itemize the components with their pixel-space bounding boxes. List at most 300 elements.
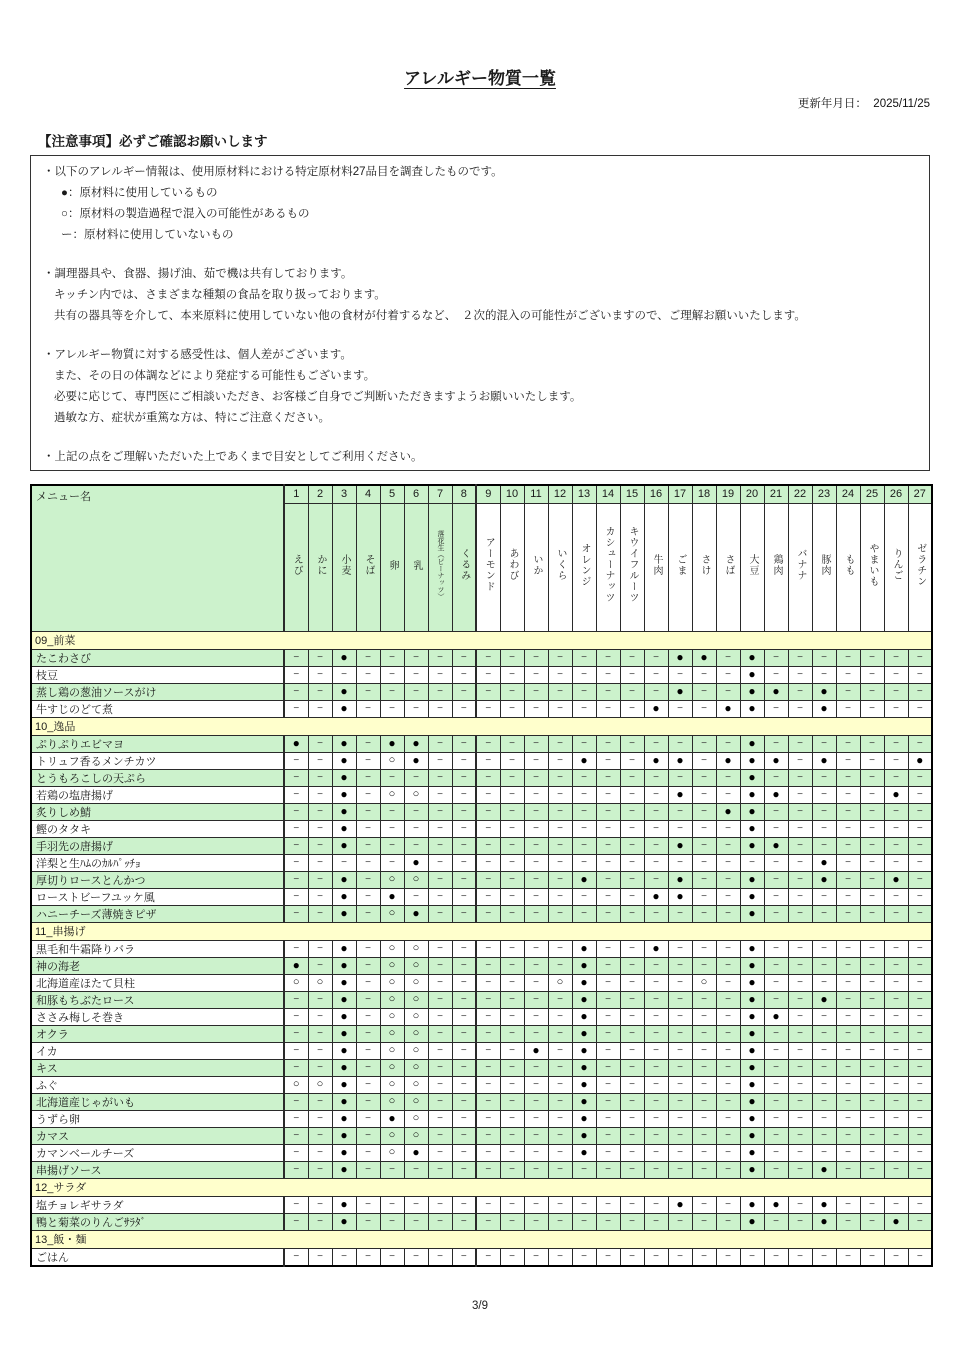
mark-cell: − (284, 888, 308, 905)
mark-cell: − (716, 871, 740, 888)
mark-cell: − (788, 974, 812, 991)
mark-cell: − (572, 803, 596, 820)
mark-cell: − (500, 1213, 524, 1230)
mark-cell: ○ (380, 752, 404, 769)
mark-cell: ○ (404, 871, 428, 888)
mark-cell: − (596, 905, 620, 922)
col-name-cell: そば (356, 503, 380, 631)
mark-cell: − (812, 837, 836, 854)
mark-cell: − (764, 735, 788, 752)
mark-cell: − (908, 786, 932, 803)
mark-cell: − (668, 820, 692, 837)
mark-cell: − (308, 1042, 332, 1059)
mark-cell: − (644, 1008, 668, 1025)
mark-cell: ● (740, 700, 764, 717)
mark-cell: − (356, 1144, 380, 1161)
menu-name-cell: ハニーチーズ薄焼きピザ (31, 905, 284, 922)
mark-cell: ● (332, 1059, 356, 1076)
mark-cell: − (428, 888, 452, 905)
mark-cell: − (524, 837, 548, 854)
mark-cell: − (668, 854, 692, 871)
mark-cell: − (716, 666, 740, 683)
menu-name-cell: 塩チョレギサラダ (31, 1196, 284, 1213)
mark-cell: ● (572, 1076, 596, 1093)
menu-name-cell: ぷりぷりエビマヨ (31, 735, 284, 752)
mark-cell: − (452, 1025, 476, 1042)
mark-cell: ● (332, 991, 356, 1008)
mark-cell: ● (332, 649, 356, 666)
mark-cell: − (836, 1059, 860, 1076)
mark-cell: − (404, 820, 428, 837)
updated-date-label: 更新年月日： (797, 98, 867, 110)
mark-cell: ● (404, 905, 428, 922)
mark-cell: − (788, 649, 812, 666)
mark-cell: ● (332, 1110, 356, 1127)
menu-name-cell: 厚切りロースとんかつ (31, 871, 284, 888)
mark-cell: − (548, 837, 572, 854)
mark-cell: − (860, 1076, 884, 1093)
mark-cell: − (692, 1248, 716, 1266)
mark-cell: ○ (380, 1144, 404, 1161)
mark-cell: ● (740, 803, 764, 820)
col-number-cell: 21 (764, 485, 788, 503)
mark-cell: ● (332, 974, 356, 991)
menu-name-cell: 北海道産じゃがいも (31, 1093, 284, 1110)
mark-cell: − (884, 1127, 908, 1144)
column-number-row (31, 485, 932, 503)
menu-row (31, 700, 932, 717)
mark-cell: − (644, 1110, 668, 1127)
menu-row (31, 1059, 932, 1076)
col-number-cell: 5 (380, 485, 404, 503)
mark-cell: − (380, 1213, 404, 1230)
mark-cell: ● (764, 752, 788, 769)
mark-cell: − (476, 940, 500, 957)
mark-cell: − (884, 957, 908, 974)
notice-line: ・調理器具や、食器、揚げ油、茹で機は共有しております。 (43, 268, 353, 280)
mark-cell: − (308, 1059, 332, 1076)
mark-cell: − (644, 991, 668, 1008)
mark-cell: − (884, 1008, 908, 1025)
mark-cell: − (308, 1025, 332, 1042)
mark-cell: ● (572, 991, 596, 1008)
mark-cell: − (524, 940, 548, 957)
menu-row (31, 769, 932, 786)
mark-cell: ○ (380, 1025, 404, 1042)
mark-cell: − (308, 683, 332, 700)
menu-row (31, 1025, 932, 1042)
col-number-cell: 12 (548, 485, 572, 503)
col-number-cell: 8 (452, 485, 476, 503)
mark-cell: − (428, 957, 452, 974)
mark-cell: − (380, 700, 404, 717)
mark-cell: − (668, 1042, 692, 1059)
mark-cell: ○ (404, 957, 428, 974)
mark-cell: − (428, 1110, 452, 1127)
mark-cell: − (380, 820, 404, 837)
mark-cell: − (860, 1042, 884, 1059)
mark-cell: − (356, 649, 380, 666)
mark-cell: ● (284, 957, 308, 974)
mark-cell: ○ (404, 1127, 428, 1144)
mark-cell: − (476, 786, 500, 803)
mark-cell: ● (764, 1196, 788, 1213)
menu-name-cell: たこわさび (31, 649, 284, 666)
mark-cell: − (692, 1059, 716, 1076)
menu-row (31, 1213, 932, 1230)
mark-cell: − (788, 854, 812, 871)
notice-line: 過敏な方、症状が重篤な方は、特にご注意ください。 (54, 412, 330, 424)
mark-cell: − (620, 1213, 644, 1230)
notice-line: ・アレルギー物質に対する感受性は、個人差がございます。 (43, 349, 352, 361)
mark-cell: − (884, 1025, 908, 1042)
mark-cell: − (860, 957, 884, 974)
mark-cell: ● (740, 820, 764, 837)
col-number-cell: 13 (572, 485, 596, 503)
mark-cell: − (452, 991, 476, 1008)
mark-cell: − (476, 1248, 500, 1266)
mark-cell: − (596, 1008, 620, 1025)
mark-cell: − (668, 1008, 692, 1025)
mark-cell: − (908, 666, 932, 683)
mark-cell: − (860, 769, 884, 786)
mark-cell: − (596, 1213, 620, 1230)
mark-cell: − (476, 1196, 500, 1213)
col-name-cell: カシューナッツ (596, 503, 620, 631)
mark-cell: − (716, 786, 740, 803)
col-name-cell: ごま (668, 503, 692, 631)
mark-cell: ● (332, 1025, 356, 1042)
mark-cell: ● (812, 752, 836, 769)
mark-cell: − (596, 1127, 620, 1144)
mark-cell: − (668, 1248, 692, 1266)
mark-cell: − (308, 888, 332, 905)
mark-cell: ● (404, 854, 428, 871)
mark-cell: ● (740, 1059, 764, 1076)
mark-cell: ● (404, 1144, 428, 1161)
mark-cell: − (428, 683, 452, 700)
mark-cell: ○ (380, 871, 404, 888)
menu-row (31, 871, 932, 888)
mark-cell: − (908, 854, 932, 871)
mark-cell: ● (332, 1127, 356, 1144)
mark-cell: − (788, 666, 812, 683)
mark-cell: ● (404, 735, 428, 752)
mark-cell: − (908, 683, 932, 700)
mark-cell: − (452, 1213, 476, 1230)
mark-cell: − (284, 1248, 308, 1266)
mark-cell: − (668, 735, 692, 752)
mark-cell: ○ (308, 1076, 332, 1093)
mark-cell: − (524, 1076, 548, 1093)
mark-cell: − (788, 1042, 812, 1059)
col-number-cell: 18 (692, 485, 716, 503)
mark-cell: ● (740, 649, 764, 666)
col-number-cell: 19 (716, 485, 740, 503)
menu-name-cell: 炙りしめ鯖 (31, 803, 284, 820)
mark-cell: − (884, 905, 908, 922)
mark-cell: − (284, 1110, 308, 1127)
mark-cell: − (788, 1076, 812, 1093)
mark-cell: − (500, 854, 524, 871)
mark-cell: − (524, 1213, 548, 1230)
mark-cell: − (644, 735, 668, 752)
mark-cell: − (812, 1042, 836, 1059)
mark-cell: ● (812, 683, 836, 700)
mark-cell: − (908, 837, 932, 854)
mark-cell: − (908, 1076, 932, 1093)
mark-cell: − (620, 786, 644, 803)
mark-cell: − (596, 820, 620, 837)
mark-cell: − (308, 1144, 332, 1161)
mark-cell: − (308, 1248, 332, 1266)
section-row (31, 1230, 932, 1248)
menu-name-cell: ささみ梅しそ巻き (31, 1008, 284, 1025)
mark-cell: − (716, 1161, 740, 1178)
mark-cell: − (524, 769, 548, 786)
mark-cell: − (356, 666, 380, 683)
col-number-cell: 7 (428, 485, 452, 503)
notice-line: 共有の器具等を介して、本来原料に使用していない他の食材が付着するなど、 ２次的混入の可能性がございますので、ご理解お願いいたします。 (54, 310, 806, 322)
mark-cell: − (572, 905, 596, 922)
mark-cell: − (716, 974, 740, 991)
mark-cell: ● (644, 752, 668, 769)
mark-cell: − (908, 871, 932, 888)
mark-cell: − (380, 803, 404, 820)
menu-row (31, 1008, 932, 1025)
mark-cell: − (380, 683, 404, 700)
mark-cell: − (284, 1025, 308, 1042)
mark-cell: − (716, 854, 740, 871)
mark-cell: − (812, 1248, 836, 1266)
mark-cell: − (644, 1042, 668, 1059)
mark-cell: − (356, 735, 380, 752)
mark-cell: ○ (404, 1008, 428, 1025)
mark-cell: ● (740, 752, 764, 769)
mark-cell: ● (380, 735, 404, 752)
menu-row (31, 786, 932, 803)
menu-row (31, 1161, 932, 1178)
mark-cell: − (284, 803, 308, 820)
mark-cell: − (812, 1008, 836, 1025)
mark-cell: − (476, 1042, 500, 1059)
mark-cell: − (548, 1042, 572, 1059)
mark-cell: − (692, 1025, 716, 1042)
mark-cell: − (284, 1161, 308, 1178)
mark-cell: − (500, 1161, 524, 1178)
menu-name-cell: 黒毛和牛霜降りバラ (31, 940, 284, 957)
mark-cell: − (476, 1144, 500, 1161)
mark-cell: − (788, 1248, 812, 1266)
mark-cell: ● (884, 1213, 908, 1230)
mark-cell: − (476, 871, 500, 888)
mark-cell: − (812, 1144, 836, 1161)
mark-cell: − (860, 905, 884, 922)
mark-cell: − (428, 1076, 452, 1093)
menu-name-cell: トリュフ香るメンチカツ (31, 752, 284, 769)
mark-cell: − (860, 1248, 884, 1266)
col-number-cell: 6 (404, 485, 428, 503)
mark-cell: − (380, 1196, 404, 1213)
mark-cell: − (788, 752, 812, 769)
mark-cell: − (620, 1110, 644, 1127)
mark-cell: − (308, 905, 332, 922)
mark-cell: − (428, 1144, 452, 1161)
mark-cell: − (356, 700, 380, 717)
mark-cell: − (620, 905, 644, 922)
menu-row (31, 888, 932, 905)
mark-cell: − (500, 940, 524, 957)
mark-cell: − (692, 1008, 716, 1025)
mark-cell: − (524, 820, 548, 837)
mark-cell: − (500, 1042, 524, 1059)
mark-cell: − (356, 854, 380, 871)
mark-cell: − (548, 700, 572, 717)
mark-cell: − (812, 820, 836, 837)
mark-cell: ● (740, 1213, 764, 1230)
mark-cell: − (524, 786, 548, 803)
menu-row (31, 820, 932, 837)
mark-cell: − (764, 769, 788, 786)
mark-cell: − (668, 1076, 692, 1093)
mark-cell: ○ (380, 905, 404, 922)
mark-cell: − (644, 1161, 668, 1178)
mark-cell: − (860, 837, 884, 854)
mark-cell: − (452, 786, 476, 803)
mark-cell: − (884, 1093, 908, 1110)
mark-cell: − (596, 1059, 620, 1076)
notice-group (43, 345, 917, 429)
mark-cell: − (332, 1248, 356, 1266)
mark-cell: − (476, 735, 500, 752)
mark-cell: − (740, 1248, 764, 1266)
mark-cell: − (524, 700, 548, 717)
mark-cell: − (284, 666, 308, 683)
mark-cell: ● (812, 700, 836, 717)
mark-cell: ● (572, 1127, 596, 1144)
mark-cell: − (452, 905, 476, 922)
mark-cell: ● (668, 752, 692, 769)
menu-name-cell: オクラ (31, 1025, 284, 1042)
mark-cell: − (716, 683, 740, 700)
mark-cell: ○ (692, 974, 716, 991)
mark-cell: ● (332, 1213, 356, 1230)
mark-cell: ● (644, 888, 668, 905)
mark-cell: − (836, 837, 860, 854)
mark-cell: − (476, 1025, 500, 1042)
mark-cell: ● (572, 974, 596, 991)
mark-cell: − (476, 649, 500, 666)
mark-cell: − (668, 769, 692, 786)
col-number-cell: 20 (740, 485, 764, 503)
mark-cell: − (764, 991, 788, 1008)
page-number: 3/9 (472, 1300, 488, 1312)
mark-cell: − (572, 683, 596, 700)
mark-cell: − (596, 683, 620, 700)
mark-cell: − (500, 888, 524, 905)
mark-cell: − (884, 1248, 908, 1266)
mark-cell: ● (764, 786, 788, 803)
mark-cell: − (788, 1161, 812, 1178)
mark-cell: ● (332, 700, 356, 717)
mark-cell: − (404, 803, 428, 820)
mark-cell: − (836, 649, 860, 666)
mark-cell: − (692, 940, 716, 957)
mark-cell: − (284, 1127, 308, 1144)
col-name-cell: さけ (692, 503, 716, 631)
mark-cell: − (308, 871, 332, 888)
mark-cell: − (476, 1076, 500, 1093)
mark-cell: − (716, 820, 740, 837)
mark-cell: ● (812, 991, 836, 1008)
mark-cell: − (380, 837, 404, 854)
mark-cell: − (500, 957, 524, 974)
section-row (31, 717, 932, 735)
notice-heading: 【注意事項】必ずご確認お願いします (38, 134, 268, 149)
mark-cell: − (908, 1161, 932, 1178)
mark-cell: − (812, 1059, 836, 1076)
menu-name-cell: 鴨と菊菜のりんごｻﾗﾀﾞ (31, 1213, 284, 1230)
menu-row (31, 1042, 932, 1059)
mark-cell: − (524, 735, 548, 752)
mark-cell: − (428, 905, 452, 922)
mark-cell: − (860, 854, 884, 871)
mark-cell: − (452, 974, 476, 991)
mark-cell: ● (884, 786, 908, 803)
mark-cell: − (620, 1042, 644, 1059)
mark-cell: − (764, 820, 788, 837)
mark-cell: − (500, 1144, 524, 1161)
mark-cell: − (452, 1042, 476, 1059)
mark-cell: − (428, 1161, 452, 1178)
mark-cell: − (836, 1110, 860, 1127)
mark-cell: − (620, 1144, 644, 1161)
mark-cell: − (884, 940, 908, 957)
mark-cell: − (860, 666, 884, 683)
col-name-cell: 大豆 (740, 503, 764, 631)
mark-cell: − (596, 735, 620, 752)
mark-cell: − (548, 752, 572, 769)
mark-cell: − (644, 1076, 668, 1093)
menu-row (31, 974, 932, 991)
mark-cell: − (476, 803, 500, 820)
col-name-cell: アーモンド (476, 503, 500, 631)
mark-cell: − (428, 974, 452, 991)
mark-cell: − (884, 752, 908, 769)
mark-cell: − (860, 700, 884, 717)
mark-cell: − (452, 700, 476, 717)
mark-cell: − (476, 905, 500, 922)
mark-cell: − (620, 1093, 644, 1110)
col-name-cell: ゼラチン (908, 503, 932, 631)
mark-cell: − (428, 666, 452, 683)
mark-cell: − (596, 752, 620, 769)
mark-cell: − (500, 1059, 524, 1076)
mark-cell: − (884, 1059, 908, 1076)
menu-name-cell: 蒸し鶏の葱油ソースがけ (31, 683, 284, 700)
mark-cell: ● (572, 1110, 596, 1127)
mark-cell: − (524, 957, 548, 974)
mark-cell: − (428, 820, 452, 837)
mark-cell: − (764, 1248, 788, 1266)
mark-cell: ○ (548, 974, 572, 991)
mark-cell: − (524, 974, 548, 991)
mark-cell: − (284, 752, 308, 769)
mark-cell: − (716, 940, 740, 957)
mark-cell: − (668, 1110, 692, 1127)
mark-cell: − (548, 820, 572, 837)
col-name-cell: 豚肉 (812, 503, 836, 631)
